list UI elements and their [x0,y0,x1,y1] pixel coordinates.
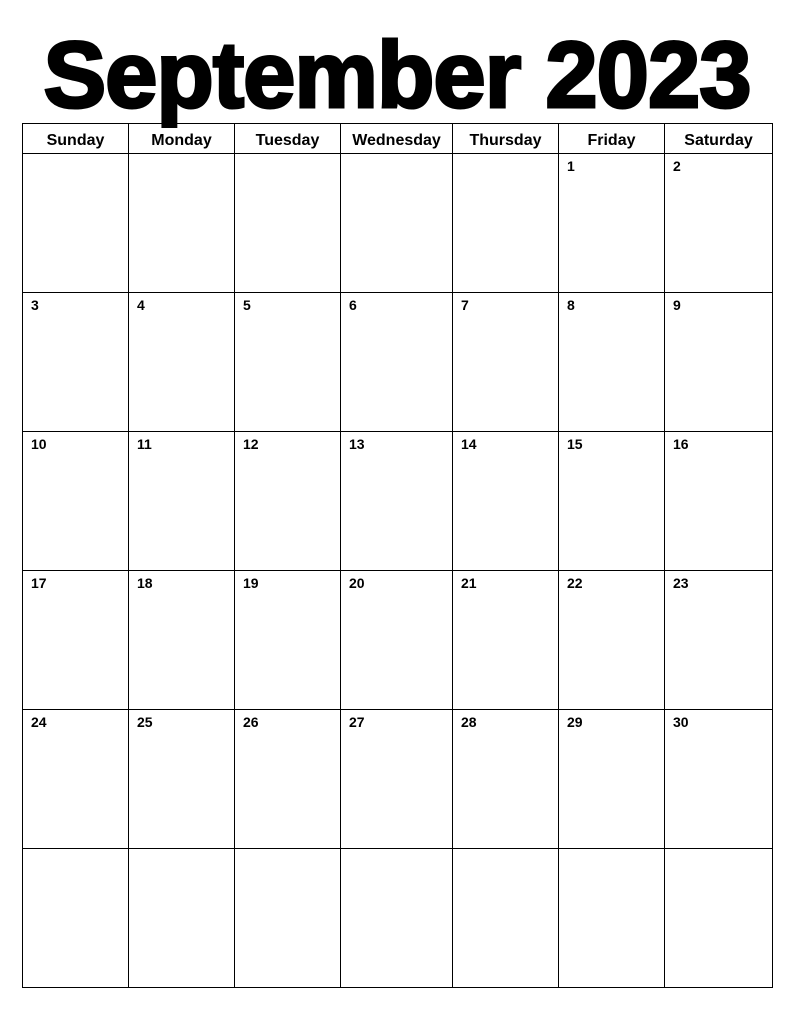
day-number: 28 [461,714,477,730]
day-cell [559,849,665,988]
day-number [341,154,452,158]
day-cell [665,571,773,710]
day-cell [559,154,665,293]
day-number: 22 [567,575,583,591]
day-number [23,154,128,158]
day-cell [129,432,235,571]
day-number: 30 [673,714,689,730]
day-number [559,849,664,853]
day-number: 2 [673,158,681,174]
day-cell [453,154,559,293]
day-cell [235,154,341,293]
day-cell [559,293,665,432]
weekday-friday: Friday [559,124,665,154]
day-number: 18 [137,575,153,591]
day-number: 15 [567,436,583,452]
day-number: 4 [137,297,145,313]
day-cell [23,710,129,849]
day-number [235,154,340,158]
day-cell [559,571,665,710]
day-cell [453,571,559,710]
day-cell [665,432,773,571]
week-row [23,432,773,571]
day-number: 19 [243,575,259,591]
day-number: 14 [461,436,477,452]
day-cell [129,293,235,432]
day-number: 24 [31,714,47,730]
weekday-sunday: Sunday [23,124,129,154]
day-cell [341,154,453,293]
day-cell [129,571,235,710]
weekday-saturday: Saturday [665,124,773,154]
day-number: 7 [461,297,469,313]
day-number [23,849,128,853]
day-number [665,849,772,853]
day-number: 3 [31,297,39,313]
day-cell [341,571,453,710]
day-number: 23 [673,575,689,591]
day-cell [23,849,129,988]
day-cell [341,710,453,849]
day-cell [341,432,453,571]
calendar-grid [22,123,773,988]
day-cell [235,710,341,849]
week-row [23,710,773,849]
day-number [341,849,452,853]
weekday-monday: Monday [129,124,235,154]
day-number: 13 [349,436,365,452]
day-number [129,849,234,853]
day-cell [559,710,665,849]
day-cell [23,293,129,432]
day-number: 12 [243,436,259,452]
day-number [453,154,558,158]
week-row [23,849,773,988]
day-number: 20 [349,575,365,591]
day-cell [341,293,453,432]
day-cell [665,710,773,849]
day-cell [23,432,129,571]
day-cell [453,710,559,849]
weekday-thursday: Thursday [453,124,559,154]
day-number: 9 [673,297,681,313]
day-cell [341,849,453,988]
day-cell [453,432,559,571]
day-cell [235,293,341,432]
weekday-tuesday: Tuesday [235,124,341,154]
day-cell [665,154,773,293]
day-number: 21 [461,575,477,591]
day-cell [235,849,341,988]
day-cell [129,849,235,988]
day-cell [559,432,665,571]
day-number: 17 [31,575,47,591]
weekday-header-row [23,124,773,154]
day-number: 16 [673,436,689,452]
weekday-wednesday: Wednesday [341,124,453,154]
day-number: 8 [567,297,575,313]
day-cell [23,571,129,710]
day-number: 25 [137,714,153,730]
day-cell [665,849,773,988]
day-number: 26 [243,714,259,730]
page-title: September 2023 [43,22,751,127]
day-number [235,849,340,853]
day-cell [129,710,235,849]
day-number: 27 [349,714,365,730]
day-number: 6 [349,297,357,313]
day-cell [453,849,559,988]
day-number [453,849,558,853]
day-number: 1 [567,158,575,174]
day-cell [23,154,129,293]
day-cell [235,571,341,710]
day-cell [129,154,235,293]
week-row [23,293,773,432]
day-number [129,154,234,158]
day-cell [235,432,341,571]
week-row [23,154,773,293]
week-row [23,571,773,710]
day-cell [665,293,773,432]
day-cell [453,293,559,432]
day-number: 5 [243,297,251,313]
day-number: 29 [567,714,583,730]
day-number: 11 [137,436,152,452]
day-number: 10 [31,436,47,452]
